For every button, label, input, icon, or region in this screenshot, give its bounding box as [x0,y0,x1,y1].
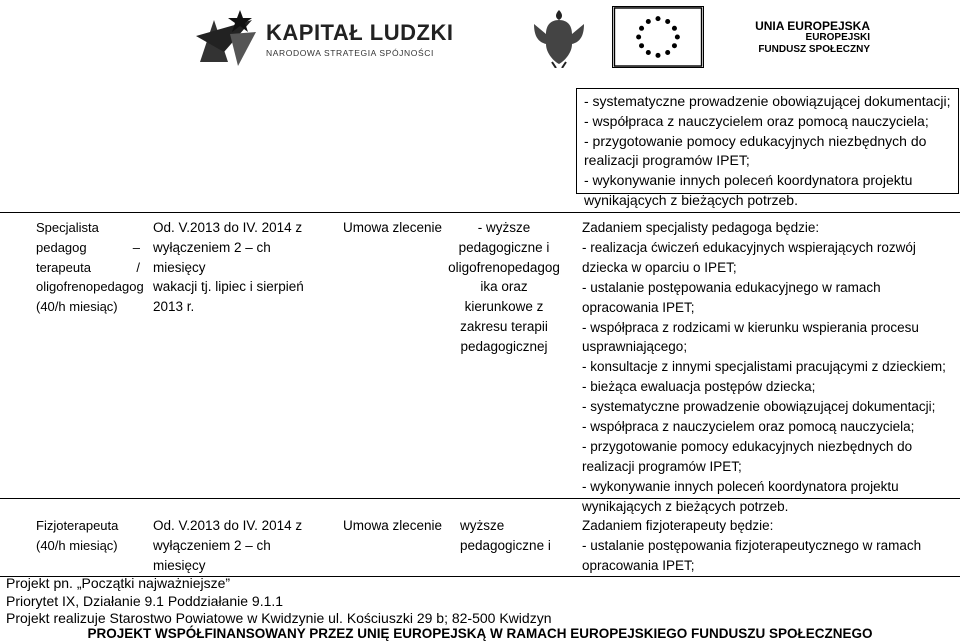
specialist-contract: Umowa zlecenie [343,220,443,235]
page-header [0,0,960,74]
duty-line: - współpraca z nauczycielem oraz pomocą nauczyciela; [582,419,915,435]
qualification-line: wyższe [460,518,505,533]
duty-line: usprawniającego; [582,339,688,355]
eu-label-line1: UNIA EUROPEJSKA [755,19,870,33]
footer-project-name: Projekt pn. „Początki najważniejsze” [6,575,231,591]
duty-line: - konsultacje z innymi specjalistami pracującymi z dzieckiem; [582,359,946,375]
kapital-ludzki-subtitle: NARODOWA STRATEGIA SPÓJNOŚCI [266,48,434,58]
duty-line: - ustalanie postępowania fizjoterapeutycznego w ramach [582,537,922,553]
position-line: oligofrenopedagog [36,279,144,295]
position-line: Fizjoterapeuta [36,518,119,533]
specialist-duties [582,218,954,517]
eu-label-line3: FUNDUSZ SPOŁECZNY [758,44,870,55]
qualification-line: ika oraz [480,279,528,295]
duty-line: - systematyczne prowadzenie obowiązującej dokumentacji; [584,93,951,109]
duty-line: - współpraca z rodzicami w kierunku wspierania procesu [582,319,919,335]
position-line: (40/h miesiąc) [36,537,118,553]
kapital-ludzki-title: KAPITAŁ LUDZKI [266,20,454,45]
physio-period [153,516,325,575]
top-row-left-border [576,88,577,194]
period-line: wyłączeniem 2 – ch miesięcy [153,239,271,275]
duty-line: Zadaniem fizjoterapeuty będzie: [582,518,774,533]
period-line: Od. V.2013 do IV. 2014 z [153,518,303,533]
qualification-line: oligofrenopedagog [448,259,560,275]
kapital-ludzki-logo [194,6,454,68]
table-top-border [0,212,960,213]
position-line: pedagog – [36,239,140,255]
eu-stars-icon [612,6,704,68]
position-line: terapeuta / [36,259,140,275]
duty-line: - wykonywanie innych poleceń koordynatora projektu [582,478,899,494]
duty-line: - systematyczne prowadzenie obowiązującej dokumentacji; [582,399,936,415]
position-line: Specjalista [36,220,99,235]
kapital-ludzki-star-icon [194,6,258,68]
position-line: (40/h miesiąc) [36,299,118,315]
period-line: 2013 r. [153,299,195,315]
duty-line: - przygotowanie pomocy edukacyjnych niezbędnych do [584,132,927,149]
duty-line: wynikających z bieżących potrzeb. [582,498,789,514]
duty-line: Zadaniem specjalisty pedagoga będzie: [582,220,820,235]
top-row-right-border [958,88,959,194]
top-row-duties [584,92,954,211]
physio-duties [582,516,954,575]
duty-line: opracowania IPET; [582,557,695,573]
qualification-line: pedagogiczne i [458,239,550,255]
specialist-period [153,218,325,317]
eu-fund-label [700,20,870,56]
duty-line: - współpraca z nauczycielem oraz pomocą nauczyciela; [584,112,929,129]
duty-line: realizacji programów IPET; [582,458,742,474]
specialist-qualifications [448,218,560,357]
duty-line: - wykonywanie innych poleceń koordynatora projektu [584,172,913,189]
footer-priority: Priorytet IX, Działanie 9.1 Poddziałanie 9.1.1 [6,593,284,609]
duty-line: - bieżąca ewaluacja postępów dziecka; [582,379,816,395]
duty-line: - ustalanie postępowania edukacyjnego w ramach [582,279,881,295]
specialist-position [36,218,144,317]
qualification-line: kierunkowe z [464,299,544,315]
polish-eagle-emblem-icon [528,6,590,68]
period-line: Od. V.2013 do IV. 2014 z [153,220,303,235]
qualification-line: pedagogiczne i [460,537,551,553]
eu-label-line2: EUROPEJSKI [805,32,870,43]
duty-line: opracowania IPET; [582,299,695,315]
duty-line: realizacji programów IPET; [584,152,750,169]
eu-flag-logo [612,6,704,68]
physio-position [36,516,140,556]
duty-line: - realizacja ćwiczeń edukacyjnych wspierających rozwój [582,239,916,255]
physio-qualifications [460,516,570,556]
period-line: wakacji tj. lipiec i sierpień [153,279,304,295]
period-line: wyłączeniem 2 – ch miesięcy [153,537,271,573]
qualification-line: - wyższe [477,220,531,235]
footer-cofinancing: PROJEKT WSPÓŁFINANSOWANY PRZEZ UNIĘ EUROPEJSKĄ W RAMACH EUROPEJSKIEGO FUNDUSZU SPOŁECZNEGO [87,626,873,641]
qualification-line: zakresu terapii [460,318,548,334]
duty-line: dziecka w oparciu o IPET; [582,259,737,275]
top-row-top-border [576,88,959,89]
physio-contract: Umowa zlecenie [343,518,443,533]
duty-line: wynikających z bieżących potrzeb. [584,191,798,208]
footer-organizer: Projekt realizuje Starostwo Powiatowe w Kwidzynie ul. Kościuszki 29 b; 82-500 Kwidzyn [6,610,552,626]
duty-line: - przygotowanie pomocy edukacyjnych niezbędnych do [582,438,913,454]
qualification-line: pedagogicznej [460,338,548,354]
